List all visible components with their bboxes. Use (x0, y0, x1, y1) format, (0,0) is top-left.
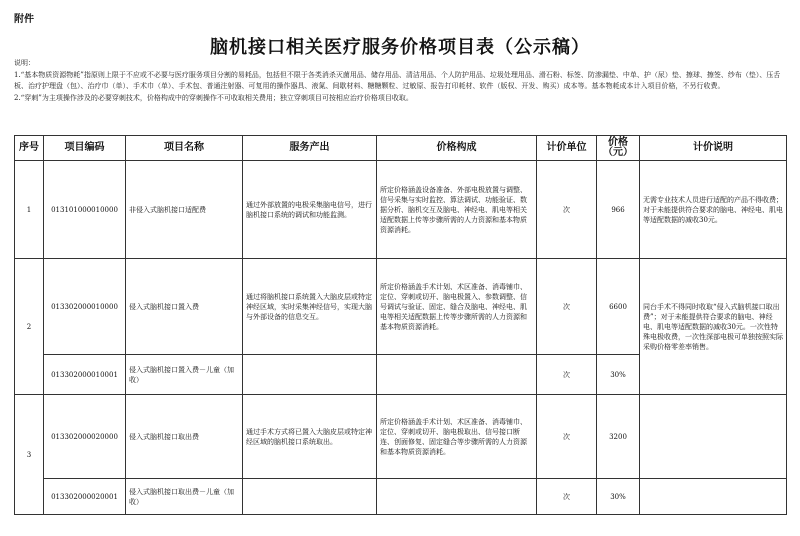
output-cell: 通过手术方式将已置入大脑皮层或特定神经区域的脑机接口系统取出。 (243, 395, 377, 479)
table-row (15, 161, 787, 259)
table-row (15, 395, 787, 479)
output-cell: 通过将脑机接口系统置入大脑皮层或特定神经区域，实时采集神经信号，实现大脑与外部设备的信息交互。 (243, 259, 377, 355)
composition-cell: 所定价格涵盖手术计划、术区准备、消毒铺巾、定位、穿刺或切开、脑电极取出、信号接口断连、创面修复、固定缝合等步骤所需的人力资源和基本物质资源消耗。 (377, 395, 537, 479)
attachment-label: 附件 (14, 14, 34, 25)
name-cell: 侵入式脑机接口置入费－儿童（加收） (126, 355, 243, 395)
output-cell (243, 355, 377, 395)
header-output: 服务产出 (243, 136, 377, 161)
price-cell: 6600 (597, 259, 640, 355)
description-cell (640, 395, 787, 479)
notes-heading: 说明： (14, 59, 35, 67)
price-table (14, 135, 787, 515)
header-composition: 价格构成 (377, 136, 537, 161)
composition-cell: 所定价格涵盖设备准备、外部电极放置与调整、信号采集与实时监控、算法调试、功能验证、数据分析、脑机交互及脑电、神经电、肌电等相关适配数据上传等步骤所需的人力资源和基本物质资源消耗。 (377, 161, 537, 259)
price-cell: 966 (597, 161, 640, 259)
note-item-1: 1.“基本物质资源物耗”指原则上限于不应或不必要与医疗服务项目分割的易耗品，包括但不限于各类消杀灭菌用品、储存用品、清洁用品、个人防护用品、垃圾处理用品、滑石粉、标签、防渗漏垫、中单、护（尿）垫、擦球、擦签、纱布（垫）、压舌板、治疗护理盘（包）、治疗巾（单）、手术巾（单）、手术包、普通注射器、可复用的操作器具、液氮、间歇材料、糖糖颗粒、过敏原、报告打印耗材、软件（版权、开发、购买）成本等。基本物耗成本计入项目价格，不另行收费。 (14, 70, 781, 90)
table-header-row (15, 136, 787, 161)
composition-cell: 所定价格涵盖手术计划、术区准备、消毒铺巾、定位、穿刺或切开、脑电极置入、参数调整、信号调试与验证、固定、缝合及脑电、神经电、肌电等相关适配数据上传等步骤所需的人力资源和基本物质资源消耗。 (377, 259, 537, 355)
header-description: 计价说明 (640, 136, 787, 161)
unit-cell: 次 (537, 355, 597, 395)
code-cell: 013101000010000 (44, 161, 126, 259)
header-code: 项目编码 (44, 136, 126, 161)
name-cell: 侵入式脑机接口置入费 (126, 259, 243, 355)
header-seq: 序号 (15, 136, 44, 161)
header-unit: 计价单位 (537, 136, 597, 161)
description-cell: 同台手术不得同时收取“侵入式脑机接口取出费”；对于未能提供符合要求的脑电、神经电、肌电等适配数据的减收30元。一次性特殊电极收费，一次性深部电极可单独按照实际采购价格零差率销售。 (640, 259, 787, 395)
description-cell: 无需专业技术人员进行适配的产品不得收费；对于未能提供符合要求的脑电、神经电、肌电等适配数据的减收30元。 (640, 161, 787, 259)
seq-cell: 2 (15, 259, 44, 395)
table-row (15, 259, 787, 355)
name-cell: 侵入式脑机接口取出费 (126, 395, 243, 479)
code-cell: 013302000020000 (44, 395, 126, 479)
page-title: 脑机接口相关医疗服务价格项目表（公示稿） (210, 37, 590, 58)
name-cell: 非侵入式脑机接口适配费 (126, 161, 243, 259)
description-cell (640, 479, 787, 515)
price-cell: 30% (597, 479, 640, 515)
header-price: 价格（元） (597, 136, 640, 161)
code-cell: 013302000010000 (44, 259, 126, 355)
header-name: 项目名称 (126, 136, 243, 161)
code-cell: 013302000020001 (44, 479, 126, 515)
notes-section (14, 58, 790, 104)
table-row (15, 479, 787, 515)
seq-cell: 1 (15, 161, 44, 259)
output-cell (243, 479, 377, 515)
note-item-2: 2.“穿刺”为主项操作涉及的必要穿刺技术，价格构成中的穿刺操作不可收取相关费用；独立穿刺项目可按相应治疗价格项目收取。 (14, 93, 413, 102)
unit-cell: 次 (537, 259, 597, 355)
name-cell: 侵入式脑机接口取出费－儿童（加收） (126, 479, 243, 515)
unit-cell: 次 (537, 161, 597, 259)
price-cell: 30% (597, 355, 640, 395)
composition-cell (377, 479, 537, 515)
composition-cell (377, 355, 537, 395)
seq-cell: 3 (15, 395, 44, 515)
unit-cell: 次 (537, 395, 597, 479)
output-cell: 通过外部放置的电极采集脑电信号，进行脑机接口系统的调试和功能监测。 (243, 161, 377, 259)
price-cell: 3200 (597, 395, 640, 479)
unit-cell: 次 (537, 479, 597, 515)
code-cell: 013302000010001 (44, 355, 126, 395)
